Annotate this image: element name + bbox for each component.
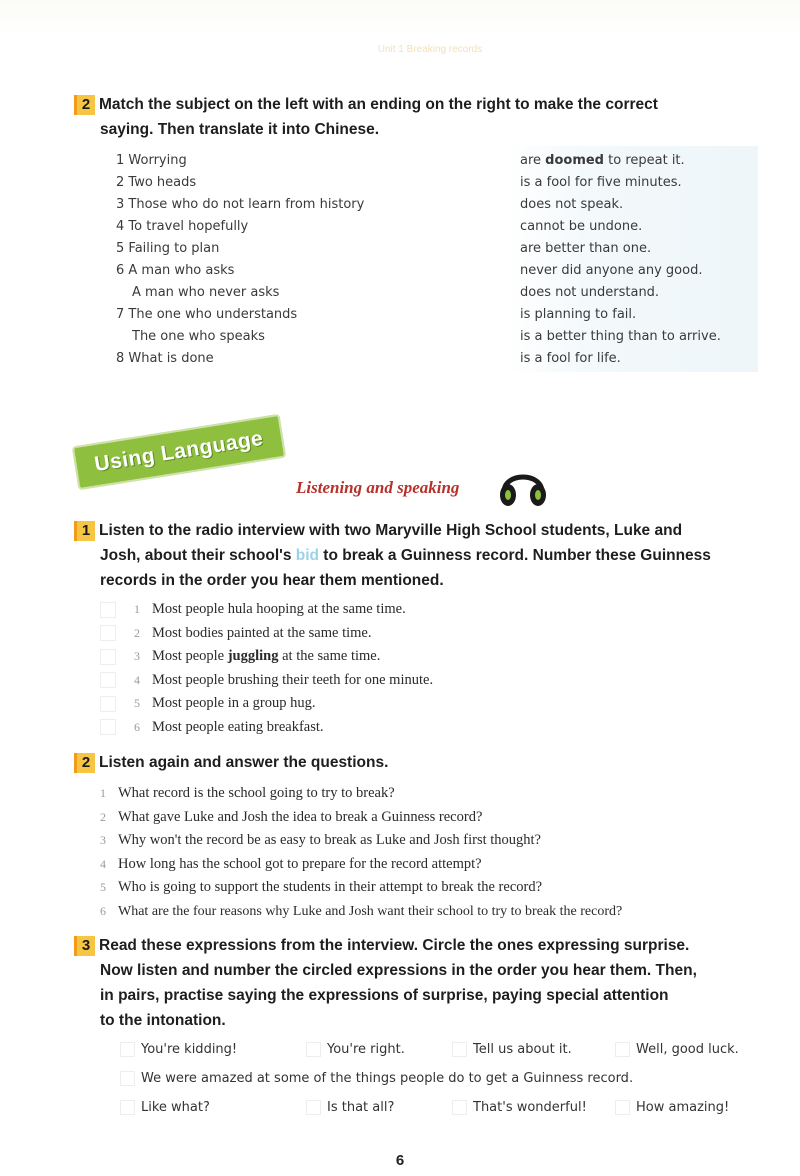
vocab-word-juggling: juggling	[227, 648, 279, 664]
item-number: 4	[134, 672, 140, 687]
using-language-badge	[72, 414, 286, 490]
item-text: Most people in a group hug.	[152, 695, 316, 711]
instruction-line: in pairs, practise saying the expressions of surprise, paying special attention	[100, 987, 669, 1004]
list-item	[100, 692, 700, 716]
instruction-line: Now listen and number the circled expressions in the order you hear them. Then,	[100, 962, 697, 979]
match-subject: The one who speaks	[132, 329, 265, 344]
exercise-2-questions	[100, 782, 790, 923]
exercise-1-list	[100, 598, 700, 739]
expression-text: Is that all?	[327, 1100, 395, 1115]
match-subject: 1 Worrying	[116, 153, 187, 168]
item-text: Most people brushing their teeth for one minute.	[152, 671, 434, 688]
question-number: 3	[100, 833, 106, 847]
item-number: 3	[134, 649, 140, 663]
expression-box[interactable]	[615, 1100, 630, 1115]
expression-item[interactable]	[615, 1042, 739, 1057]
match-subject: 6 A man who asks	[116, 263, 235, 278]
match-subject: 5 Failing to plan	[116, 241, 220, 256]
match-subject: 7 The one who understands	[116, 307, 298, 322]
instruction-text: Josh, about their school's	[100, 547, 296, 564]
expression-text: Tell us about it.	[473, 1042, 572, 1057]
match-subject: 8 What is done	[116, 351, 214, 366]
expression-box[interactable]	[120, 1100, 135, 1115]
match-instruction	[74, 92, 774, 142]
expression-box[interactable]	[120, 1071, 135, 1086]
expression-text: How amazing!	[636, 1100, 730, 1115]
exercise-3-instruction	[74, 933, 784, 1033]
list-item	[100, 645, 700, 669]
expression-item[interactable]	[120, 1042, 237, 1057]
number-box[interactable]	[100, 696, 116, 712]
expression-item[interactable]	[120, 1100, 210, 1115]
list-item	[100, 598, 700, 622]
instruction-line: records in the order you hear them mentioned.	[100, 572, 444, 589]
instruction-line: saying. Then translate it into Chinese.	[100, 121, 380, 138]
match-left-column	[116, 150, 506, 376]
item-number: 6	[134, 719, 140, 734]
question-text: Why won't the record be as easy to break as Luke and Josh first thought?	[118, 832, 541, 848]
item-text: Most people hula hooping at the same time.	[152, 601, 406, 617]
question-number: 2	[100, 809, 106, 824]
expression-item[interactable]	[615, 1100, 729, 1115]
item-text: Most people eating breakfast.	[152, 718, 324, 735]
item-number: 1	[134, 602, 140, 616]
number-box[interactable]	[100, 649, 116, 665]
question	[100, 853, 790, 877]
question-text: What are the four reasons why Luke and Josh want their school to try to break the record?	[118, 903, 623, 919]
exercise-number: 3	[74, 936, 95, 956]
expression-item[interactable]	[452, 1100, 587, 1115]
question	[100, 782, 790, 806]
page-number: 6	[395, 1152, 405, 1169]
question	[100, 876, 790, 900]
match-ending: never did anyone any good.	[520, 263, 703, 278]
expression-item[interactable]	[306, 1100, 394, 1115]
match-subject: A man who never asks	[132, 285, 280, 300]
exercise-number: 1	[74, 521, 95, 541]
number-box[interactable]	[100, 602, 116, 618]
exercise-number: 2	[74, 753, 95, 773]
match-ending: is planning to fail.	[520, 307, 637, 322]
number-box[interactable]	[100, 625, 116, 641]
match-ending: are better than one.	[520, 241, 652, 256]
match-right-column	[520, 150, 760, 376]
list-item	[100, 716, 700, 740]
match-ending: is a fool for five minutes.	[520, 175, 682, 190]
match-subject: 3 Those who do not learn from history	[116, 197, 365, 212]
expression-box[interactable]	[452, 1100, 467, 1115]
question-text: What record is the school going to try to break?	[118, 785, 395, 801]
question-number: 1	[100, 786, 106, 800]
expression-item[interactable]	[120, 1071, 633, 1086]
instruction-line: Listen to the radio interview with two Maryville High School students, Luke and	[99, 522, 683, 539]
question-text: How long has the school got to prepare for the record attempt?	[118, 855, 482, 872]
instruction-text: to break a Guinness record. Number these Guinness	[319, 547, 711, 564]
expression-box[interactable]	[120, 1042, 135, 1057]
running-header: Unit 1 Breaking records	[377, 44, 483, 55]
question-number: 6	[100, 903, 106, 918]
match-subject: 4 To travel hopefully	[116, 219, 249, 234]
exercise-2-instruction	[74, 750, 774, 775]
expression-item[interactable]	[306, 1042, 405, 1057]
question	[100, 900, 790, 924]
item-number: 5	[134, 696, 140, 710]
section-subtitle: Listening and speaking	[296, 478, 460, 497]
number-box[interactable]	[100, 719, 116, 735]
question-number: 5	[100, 880, 106, 894]
question-text: What gave Luke and Josh the idea to break a Guinness record?	[118, 808, 483, 825]
instruction-line: Listen again and answer the questions.	[99, 754, 389, 771]
expression-text: That's wonderful!	[473, 1100, 587, 1115]
match-ending: is a fool for life.	[520, 351, 621, 366]
page-top-band	[0, 0, 800, 36]
match-ending: cannot be undone.	[520, 219, 643, 234]
question-number: 4	[100, 856, 106, 871]
item-text: Most bodies painted at the same time.	[152, 624, 372, 641]
badge-label: Using Language	[92, 426, 265, 477]
list-item	[100, 622, 700, 646]
expression-box[interactable]	[306, 1042, 321, 1057]
expression-box[interactable]	[306, 1100, 321, 1115]
vocab-word-bid: bid	[295, 547, 319, 564]
question-text: Who is going to support the students in their attempt to break the record?	[118, 879, 543, 895]
question	[100, 829, 790, 853]
expression-text: You're right.	[327, 1042, 405, 1057]
expression-text: Well, good luck.	[636, 1042, 739, 1057]
expression-text: Like what?	[141, 1100, 210, 1115]
headphones-icon	[496, 462, 550, 508]
match-ending: is a better thing than to arrive.	[520, 329, 721, 344]
item-number: 2	[134, 625, 140, 640]
expression-item[interactable]	[452, 1042, 572, 1057]
expression-box[interactable]	[615, 1042, 630, 1057]
item-text: Most people	[152, 648, 228, 664]
match-ending: are doomed to repeat it.	[520, 153, 685, 168]
question	[100, 806, 790, 830]
instruction-line: to the intonation.	[100, 1012, 226, 1029]
exercise-1-instruction	[74, 518, 774, 593]
instruction-line: Match the subject on the left with an ending on the right to make the correct	[99, 96, 658, 113]
expression-text: We were amazed at some of the things people do to get a Guinness record.	[141, 1071, 634, 1086]
instruction-line: Read these expressions from the interview. Circle the ones expressing surprise.	[99, 937, 690, 954]
expression-box[interactable]	[452, 1042, 467, 1057]
match-ending: does not speak.	[520, 197, 624, 212]
vocab-word-doomed: doomed	[545, 153, 604, 168]
item-text: at the same time.	[278, 648, 381, 664]
list-item	[100, 669, 700, 693]
number-box[interactable]	[100, 672, 116, 688]
expression-text: You're kidding!	[141, 1042, 238, 1057]
match-subject: 2 Two heads	[116, 175, 197, 190]
match-ending: does not understand.	[520, 285, 660, 300]
exercise-number: 2	[74, 95, 95, 115]
